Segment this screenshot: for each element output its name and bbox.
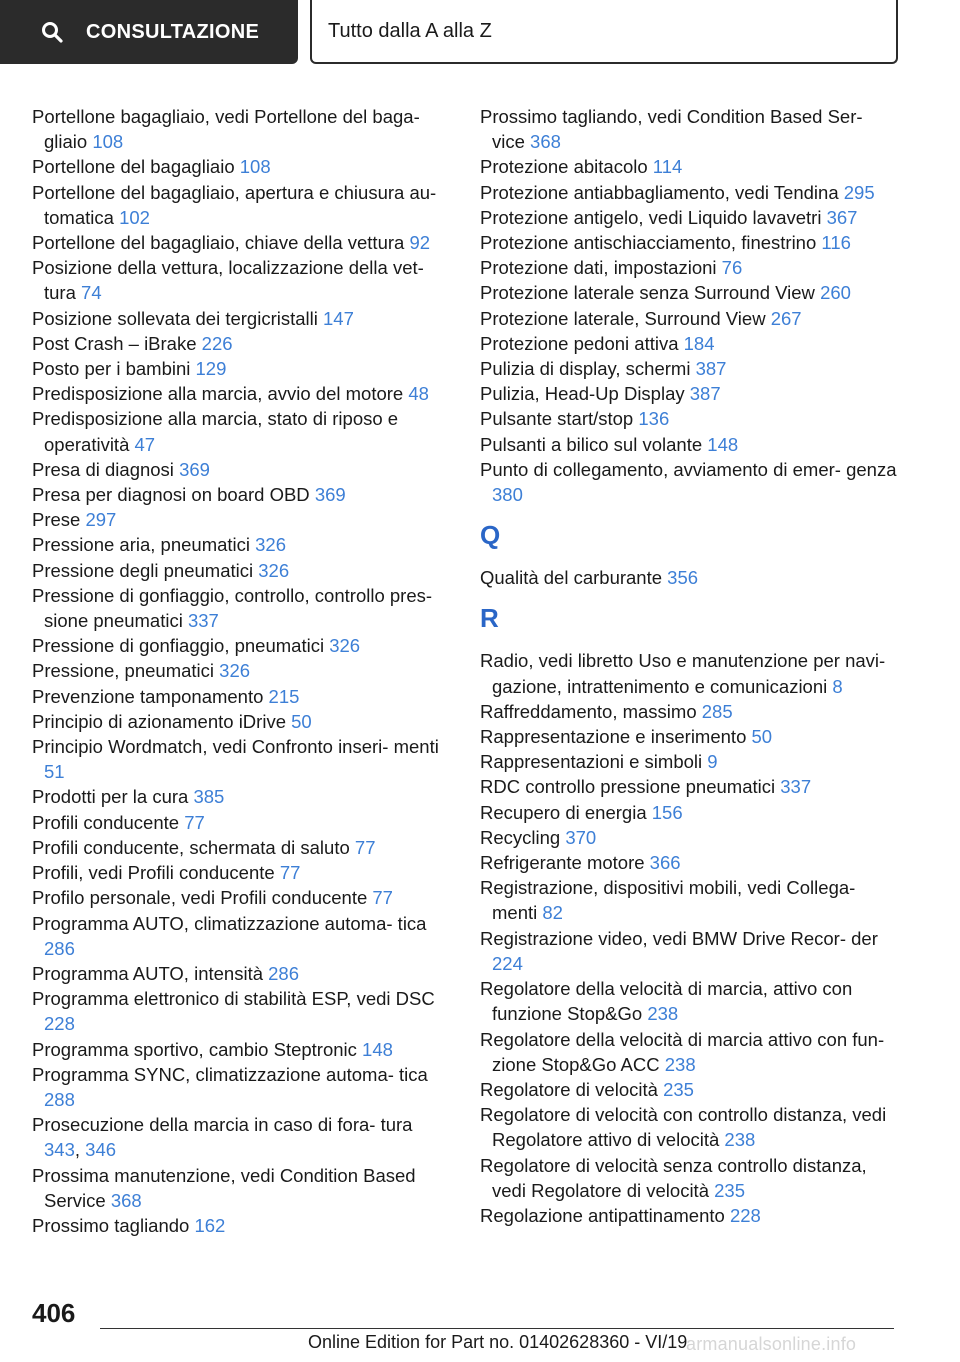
- index-entry-text: Recupero di energia: [480, 801, 647, 823]
- index-entry-text: Rappresentazione e inserimento: [480, 726, 747, 748]
- page-link[interactable]: 260: [820, 282, 851, 304]
- index-entry-text: Regolatore di velocità: [480, 1078, 658, 1100]
- index-entry: [480, 875, 900, 925]
- index-entry: [32, 406, 452, 456]
- page-link[interactable]: 102: [119, 206, 150, 228]
- index-entry-text: Programma AUTO, intensità: [32, 962, 263, 984]
- page-link[interactable]: 77: [372, 887, 393, 909]
- index-entry-text: RDC controllo pressione pneumatici: [480, 776, 776, 798]
- index-entry: [32, 658, 452, 683]
- index-entry-text: Profili, vedi Profili conducente: [32, 862, 275, 884]
- page-link[interactable]: 295: [843, 181, 875, 203]
- index-entry: [32, 331, 452, 356]
- index-entry: [32, 104, 452, 154]
- index-entry-text: Principio di azionamento iDrive: [32, 710, 286, 732]
- page-link[interactable]: 238: [664, 1053, 696, 1075]
- index-entry-text: Regolatore di velocità senza controllo distanza, vedi Regolatore di velocità: [480, 1154, 867, 1201]
- index-column-left: [32, 104, 452, 1238]
- index-entry-text: Posizione della vettura, localizzazione della vet- tura: [32, 257, 424, 304]
- index-entry: [480, 565, 900, 590]
- index-entry-text: Programma AUTO, climatizzazione automa- tica: [32, 912, 427, 934]
- page-link[interactable]: 48: [408, 383, 429, 405]
- page-link[interactable]: 215: [268, 685, 300, 707]
- page-link[interactable]: 114: [652, 156, 683, 178]
- index-entry: [480, 825, 900, 850]
- page-link[interactable]: 370: [565, 826, 597, 848]
- index-entry-text: Prosecuzione della marcia in caso di fora- tura: [32, 1114, 413, 1136]
- page-link[interactable]: 326: [255, 534, 287, 556]
- index-entry-text: Pressione di gonfiaggio, controllo, controllo pres- sione pneumatici: [32, 584, 433, 632]
- index-entry: [32, 482, 452, 507]
- index-entry-text: Pressione degli pneumatici: [32, 559, 254, 581]
- page-link[interactable]: 385: [193, 786, 225, 808]
- index-entry-text: Refrigerante motore: [480, 852, 645, 874]
- index-entry: [480, 699, 900, 724]
- index-entry: [480, 381, 900, 406]
- index-entry: [480, 356, 900, 381]
- edition-note: Online Edition for Part no. 01402628360 - VI/19: [308, 1332, 688, 1352]
- page-header: [0, 0, 960, 66]
- page-link[interactable]: 116: [821, 232, 851, 254]
- index-entry-text: Prodotti per la cura: [32, 786, 189, 808]
- page-link[interactable]: 108: [239, 156, 271, 178]
- index-letter-heading: R: [480, 603, 499, 634]
- index-entry-text: Regolatore di velocità con controllo distanza, vedi Regolatore attivo di velocità: [480, 1104, 887, 1151]
- page-link[interactable]: 380: [492, 484, 523, 506]
- page-link[interactable]: 238: [724, 1129, 756, 1151]
- page-link[interactable]: 368: [530, 131, 561, 153]
- page-link[interactable]: 366: [649, 852, 681, 874]
- index-entry-text: Prese: [32, 509, 81, 531]
- index-entry: [32, 180, 452, 230]
- page-link[interactable]: 77: [279, 862, 301, 884]
- index-column-right: [480, 104, 900, 1228]
- index-entry-text: Pulsante start/stop: [480, 408, 634, 430]
- index-entry-text: Posto per i bambini: [32, 358, 191, 380]
- page-link[interactable]: 76: [721, 257, 743, 279]
- index-entry-text: Pulsanti a bilico sul volante: [480, 433, 703, 455]
- index-entry: [32, 684, 452, 709]
- page-link[interactable]: 369: [314, 484, 346, 506]
- index-entry: [32, 306, 452, 331]
- page-link[interactable]: 148: [707, 433, 739, 455]
- index-entry: [480, 432, 900, 457]
- page-link[interactable]: 162: [194, 1214, 226, 1236]
- page-link[interactable]: 286: [268, 962, 300, 984]
- index-entry-text: Programma sportivo, cambio Steptronic: [32, 1038, 357, 1060]
- index-entry-text: Registrazione, dispositivi mobili, vedi Collega- menti: [480, 877, 856, 924]
- index-entry-text: Prossimo tagliando, vedi Condition Based Ser- vice: [480, 106, 863, 153]
- page-link[interactable]: 228: [44, 1013, 75, 1035]
- index-entry: [480, 1077, 900, 1102]
- index-entry-text: Prossima manutenzione, vedi Condition Based Service: [32, 1164, 416, 1211]
- index-entry-text: Protezione laterale, Surround View: [480, 307, 766, 329]
- index-entry: [32, 230, 452, 255]
- index-entry: [32, 709, 452, 734]
- index-entry-text: Presa per diagnosi on board OBD: [32, 484, 310, 506]
- index-entry: [32, 810, 452, 835]
- page-link[interactable]: 92: [409, 232, 431, 254]
- page-link[interactable]: 343: [44, 1139, 75, 1161]
- index-entry-text: Predisposizione alla marcia, stato di riposo e operatività: [32, 408, 399, 455]
- page-link[interactable]: 148: [362, 1038, 393, 1060]
- page-link[interactable]: 9: [707, 751, 718, 773]
- index-entry: [32, 784, 452, 809]
- index-entry: [480, 280, 900, 305]
- index-entry-text: Punto di collegamento, avviamento di emer- genza: [480, 458, 897, 480]
- page-link[interactable]: 184: [683, 332, 715, 354]
- index-entry: [32, 583, 452, 633]
- page-link[interactable]: 326: [258, 559, 290, 581]
- index-entry: [480, 230, 900, 255]
- index-entry-text: Protezione antigelo, vedi Liquido lavavetri: [480, 206, 822, 228]
- index-entry: [480, 724, 900, 749]
- index-entry: [480, 154, 900, 179]
- index-entry-text: Protezione abitacolo: [480, 156, 648, 178]
- index-entry: [32, 986, 452, 1036]
- index-entry: [32, 558, 452, 583]
- page-link[interactable]: 288: [44, 1088, 75, 1110]
- page-number: 406: [32, 1298, 76, 1328]
- index-entry-text: Pulizia, Head-Up Display: [480, 383, 685, 405]
- index-entry-text: Protezione pedoni attiva: [480, 332, 679, 354]
- page-link[interactable]: 326: [219, 660, 251, 682]
- index-entry: [480, 749, 900, 774]
- page-link[interactable]: 77: [354, 836, 376, 858]
- page-link[interactable]: 238: [647, 1003, 679, 1025]
- page-link[interactable]: 346: [85, 1139, 117, 1161]
- index-entry-text: Rappresentazioni e simboli: [480, 751, 703, 773]
- index-entry-text: Portellone del bagagliaio, apertura e chiusura au- tomatica: [32, 181, 437, 228]
- index-entry: [480, 774, 900, 799]
- index-entry: [480, 406, 900, 431]
- page-link[interactable]: 297: [85, 509, 117, 531]
- index-entry-text: Pressione aria, pneumatici: [32, 534, 250, 556]
- index-entry-text: Post Crash – iBrake: [32, 332, 197, 354]
- section-tab[interactable]: [0, 0, 298, 64]
- page-link[interactable]: 77: [184, 811, 205, 833]
- page-link[interactable]: 47: [134, 433, 156, 455]
- index-entry: [480, 926, 900, 976]
- page-link[interactable]: 326: [329, 635, 361, 657]
- page-link[interactable]: 337: [187, 610, 219, 632]
- index-entry: [32, 1163, 452, 1213]
- index-entry: [32, 1213, 452, 1238]
- index-entry: [480, 1153, 900, 1203]
- index-entry: [32, 507, 452, 532]
- index-entry-text: Portellone del bagagliaio, chiave della vettura: [32, 232, 405, 254]
- index-entry: [480, 1203, 900, 1228]
- search-icon: [40, 20, 64, 44]
- index-entry: [32, 1062, 452, 1112]
- index-entry-text: Posizione sollevata dei tergicristalli: [32, 307, 318, 329]
- index-entry: [480, 648, 900, 698]
- page-link[interactable]: 50: [291, 710, 312, 732]
- index-letter-heading: Q: [480, 520, 501, 551]
- index-entry-text: Portellone bagagliaio, vedi Portellone del baga- gliaio: [32, 106, 420, 153]
- index-entry-text: Pulizia di display, schermi: [480, 358, 691, 380]
- index-entry: [32, 885, 452, 910]
- page-link[interactable]: 267: [770, 307, 802, 329]
- index-entry-text: Programma elettronico di stabilità ESP, vedi DSC: [32, 988, 435, 1010]
- index-entry: [32, 835, 452, 860]
- index-entry: [32, 1037, 452, 1062]
- page-link[interactable]: 82: [542, 902, 563, 924]
- index-entry: [32, 154, 452, 179]
- page-link[interactable]: 286: [44, 937, 75, 959]
- index-entry-text: Programma SYNC, climatizzazione automa- tica: [32, 1063, 428, 1085]
- index-entry: [480, 180, 900, 205]
- watermark: armanualsonline.info: [686, 1334, 857, 1354]
- page-link[interactable]: 356: [667, 567, 699, 589]
- page-link[interactable]: 51: [44, 761, 65, 783]
- index-entry: [32, 911, 452, 961]
- page-link[interactable]: 74: [81, 282, 102, 304]
- index-entry-text: Regolatore della velocità di marcia attivo con fun- zione Stop&Go ACC: [480, 1028, 885, 1075]
- page-link[interactable]: 235: [714, 1179, 746, 1201]
- chapter-title-box: [310, 0, 898, 64]
- page-link[interactable]: 108: [92, 131, 124, 153]
- index-entry: [480, 255, 900, 280]
- index-entry: [480, 800, 900, 825]
- index-entry: [32, 860, 452, 885]
- index-entry-text: Qualità del carburante: [480, 567, 663, 589]
- index-entry-text: Registrazione video, vedi BMW Drive Recor- der: [480, 927, 878, 949]
- page-link[interactable]: 285: [701, 700, 733, 722]
- index-entry-text: Protezione laterale senza Surround View: [480, 282, 815, 304]
- index-entry-text: Profili conducente: [32, 811, 180, 833]
- index-entry-text: Radio, vedi libretto Uso e manutenzione per navi- gazione, intrattenimento e comunicazioni: [480, 650, 886, 697]
- index-entry-text: Prevenzione tamponamento: [32, 685, 264, 707]
- page-link[interactable]: 226: [201, 332, 233, 354]
- index-entry-text: Portellone del bagagliaio: [32, 156, 235, 178]
- index-entry-text: Regolazione antipattinamento: [480, 1204, 725, 1226]
- page-link[interactable]: 156: [651, 801, 683, 823]
- index-entry-text: Profili conducente, schermata di saluto: [32, 836, 350, 858]
- page-link[interactable]: 369: [179, 458, 210, 480]
- index-entry: [480, 1102, 900, 1152]
- index-entry-text: Prossimo tagliando: [32, 1214, 190, 1236]
- index-entry: [32, 961, 452, 986]
- index-entry: [480, 457, 900, 507]
- index-entry: [32, 255, 452, 305]
- index-entry: [480, 850, 900, 875]
- index-entry-text: Pressione, pneumatici: [32, 660, 215, 682]
- page-link[interactable]: 8: [832, 675, 843, 697]
- index-entry-text: Protezione antischiacciamento, finestrino: [480, 232, 817, 254]
- page-link[interactable]: 337: [780, 776, 812, 798]
- page-link[interactable]: 387: [689, 383, 721, 405]
- index-entry-text: Predisposizione alla marcia, avvio del motore: [32, 383, 404, 405]
- index-entry: [480, 1027, 900, 1077]
- index-entry: [480, 306, 900, 331]
- index-entry-text: Profilo personale, vedi Profili conducente: [32, 887, 368, 909]
- index-entry: [480, 976, 900, 1026]
- section-label: CONSULTAZIONE: [86, 20, 260, 43]
- index-entry: [32, 532, 452, 557]
- index-entry: [32, 356, 452, 381]
- index-entry: [480, 205, 900, 230]
- index-entry: [32, 633, 452, 658]
- page-link[interactable]: 235: [663, 1078, 694, 1100]
- index-entry-text: Protezione antiabbagliamento, vedi Tendina: [480, 181, 839, 203]
- index-entry: [480, 331, 900, 356]
- index-entry-text: Pressione di gonfiaggio, pneumatici: [32, 635, 325, 657]
- page-link[interactable]: 224: [492, 952, 523, 974]
- page-link[interactable]: 136: [638, 408, 670, 430]
- page-link[interactable]: 50: [751, 726, 773, 748]
- page-link[interactable]: 368: [110, 1189, 142, 1211]
- index-entry-text: Recycling: [480, 826, 561, 848]
- index-entry-text: Raffreddamento, massimo: [480, 700, 697, 722]
- chapter-title: Tutto dalla A alla Z: [328, 19, 492, 42]
- index-entry: [32, 457, 452, 482]
- page-link[interactable]: 367: [826, 206, 858, 228]
- index-entry-text: Presa di diagnosi: [32, 458, 174, 480]
- index-entry-text: Protezione dati, impostazioni: [480, 257, 717, 279]
- index-entry-text: Regolatore della velocità di marcia, attivo con funzione Stop&Go: [480, 978, 853, 1025]
- index-entry: [32, 381, 452, 406]
- page-link[interactable]: 129: [195, 358, 227, 380]
- page-link[interactable]: 147: [323, 307, 354, 329]
- page-link[interactable]: 228: [729, 1204, 761, 1226]
- footer-divider: [100, 1328, 894, 1329]
- page-link[interactable]: 387: [695, 358, 727, 380]
- index-entry: [32, 734, 452, 784]
- index-entry: [480, 104, 900, 154]
- index-entry-text: Principio Wordmatch, vedi Confronto inseri- menti: [32, 736, 439, 758]
- index-entry: Prosecuzione della marcia in caso di fora- tura 343, 346: [32, 1114, 413, 1161]
